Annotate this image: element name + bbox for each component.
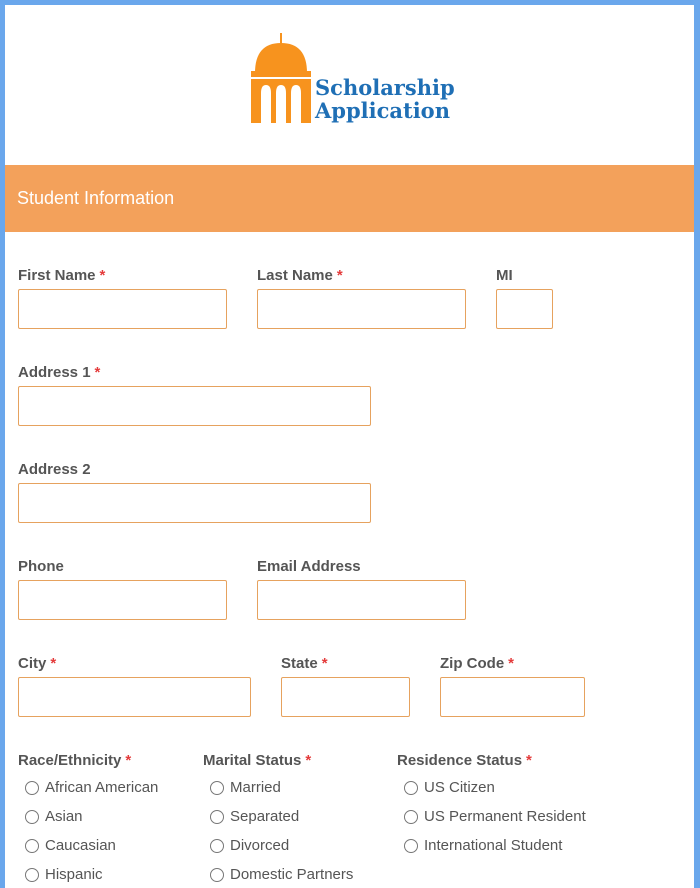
mi-label: MI [496,267,513,284]
radio-button[interactable] [25,781,39,795]
race-option-african-american[interactable]: African American [25,779,158,796]
marital-option-separated[interactable]: Separated [210,808,299,825]
radio-button[interactable] [404,810,418,824]
required-marker: * [526,752,532,769]
residence-option-international-student[interactable]: International Student [404,837,562,854]
first-name-label: First Name * [18,267,106,284]
form-container [5,5,694,888]
email-label: Email Address [257,558,361,575]
race-option-hispanic[interactable]: Hispanic [25,866,103,883]
last-name-field[interactable] [257,289,466,329]
required-marker: * [99,267,106,284]
marital-option-married[interactable]: Married [210,779,281,796]
zip-field[interactable] [440,677,585,717]
race-option-asian[interactable]: Asian [25,808,83,825]
address2-field[interactable] [18,483,371,523]
first-name-field[interactable] [18,289,227,329]
required-marker: * [125,752,132,769]
residence-status-label: Residence Status * [397,752,532,769]
radio-button[interactable] [210,810,224,824]
radio-button[interactable] [210,868,224,882]
required-marker: * [50,655,57,672]
phone-label: Phone [18,558,64,575]
logo-title-line1: Scholarship [315,75,455,100]
radio-button[interactable] [25,868,39,882]
radio-button[interactable] [404,781,418,795]
radio-button[interactable] [25,839,39,853]
state-label: State * [281,655,328,672]
required-marker: * [321,655,328,672]
marital-option-domestic-partners[interactable]: Domestic Partners [210,866,353,883]
section-header [5,165,694,232]
address2-label: Address 2 [18,461,91,478]
race-label: Race/Ethnicity * [18,752,132,769]
mi-field[interactable] [496,289,553,329]
state-field[interactable] [281,677,410,717]
marital-status-label: Marital Status * [203,752,312,769]
dome-building-icon [249,31,311,123]
radio-button[interactable] [25,810,39,824]
radio-button[interactable] [404,839,418,853]
city-label: City * [18,655,57,672]
last-name-label: Last Name * [257,267,343,284]
email-field[interactable] [257,580,466,620]
section-title: Student Information [17,188,175,208]
city-field[interactable] [18,677,251,717]
logo-text [315,77,455,123]
zip-label: Zip Code * [440,655,515,672]
required-marker: * [94,364,101,381]
residence-option-us-permanent-resident[interactable]: US Permanent Resident [404,808,586,825]
address1-label: Address 1 * [18,364,101,381]
logo [5,5,694,165]
phone-field[interactable] [18,580,227,620]
required-marker: * [336,267,343,284]
residence-option-us-citizen[interactable]: US Citizen [404,779,495,796]
radio-button[interactable] [210,839,224,853]
required-marker: * [508,655,515,672]
radio-button[interactable] [210,781,224,795]
marital-option-divorced[interactable]: Divorced [210,837,289,854]
logo-title-line2: Application [315,98,450,123]
race-option-caucasian[interactable]: Caucasian [25,837,116,854]
address1-field[interactable] [18,386,371,426]
required-marker: * [305,752,312,769]
